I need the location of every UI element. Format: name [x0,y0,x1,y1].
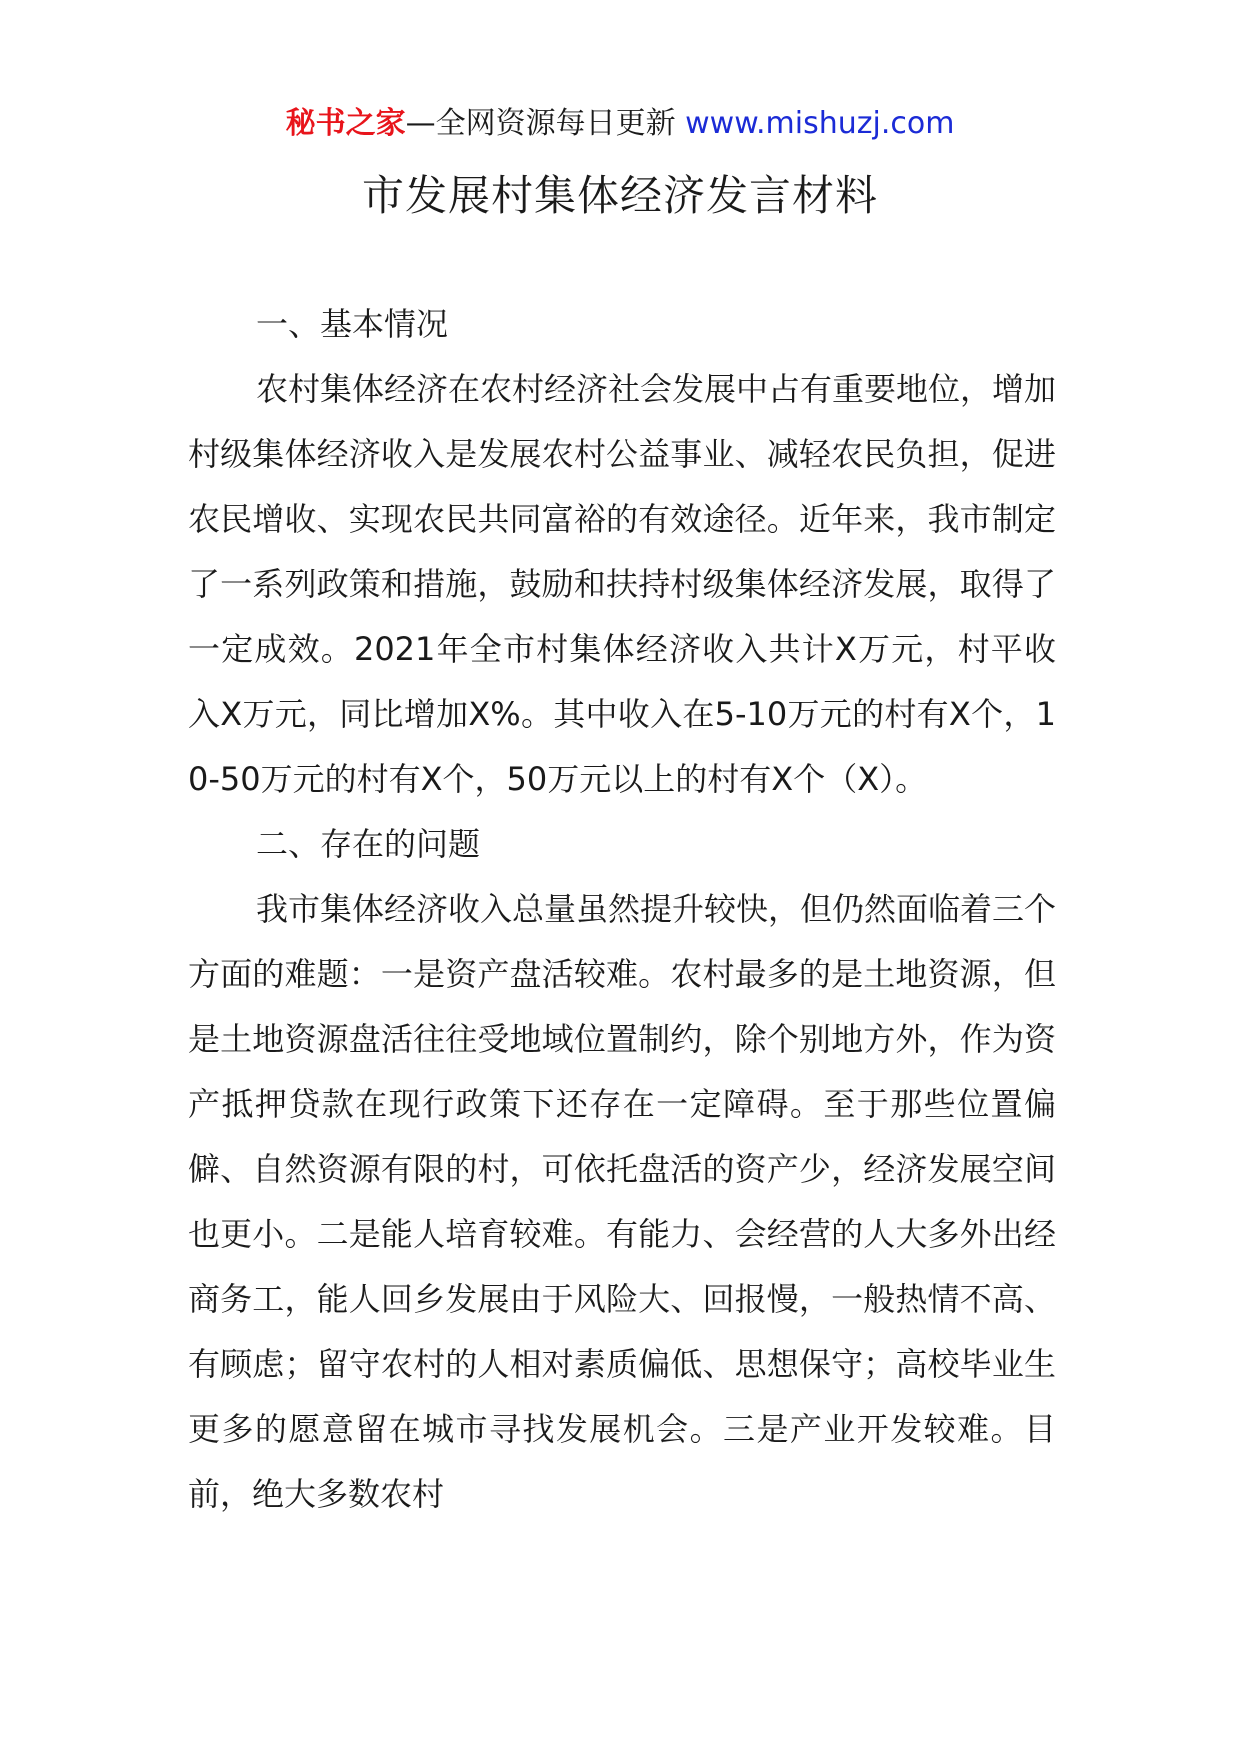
site-header [0,104,1240,144]
paragraph-basic-situation: 农村集体经济在农村经济社会发展中占有重要地位，增加村级集体经济收入是发展农村公益事业、减轻农民负担，促进农民增收、实现农民共同富裕的有效途径。近年来，我市制定了一系列政策和措施，鼓励和扶持村级集体经济发展，取得了一定成效。2021年全市村集体经济收入共计X万元，村平收入X万元，同比增加X%。其中收入在5-10万元的村有X个，10-50万元的村有X个，50万元以上的村有X个（X）。 [188,370,1057,798]
site-tagline: —全网资源每日更新 [405,106,686,141]
paragraph-existing-problems: 我市集体经济收入总量虽然提升较快，但仍然面临着三个方面的难题：一是资产盘活较难。农村最多的是土地资源，但是土地资源盘活往往受地域位置制约，除个别地方外，作为资产抵押贷款在现行政策下还存在一定障碍。至于那些位置偏僻、自然资源有限的村，可依托盘活的资产少，经济发展空间也更小。二是能人培育较难。有能力、会经营的人大多外出经商务工，能人回乡发展由于风险大、回报慢，一般热情不高、有顾虑；留守农村的人相对素质偏低、思想保守；高校毕业生更多的愿意留在城市寻找发展机会。三是产业开发较难。目前，绝大多数农村 [188,890,1057,1513]
document-body [188,292,1056,1527]
site-url-link[interactable]: www.mishuzj.com [685,106,955,141]
brand-name: 秘书之家 [285,106,406,141]
section-heading-existing-problems: 二、存在的问题 [256,825,481,863]
section-heading-basic-situation: 一、基本情况 [256,305,449,343]
document-title: 市发展村集体经济发言材料 [361,171,878,220]
